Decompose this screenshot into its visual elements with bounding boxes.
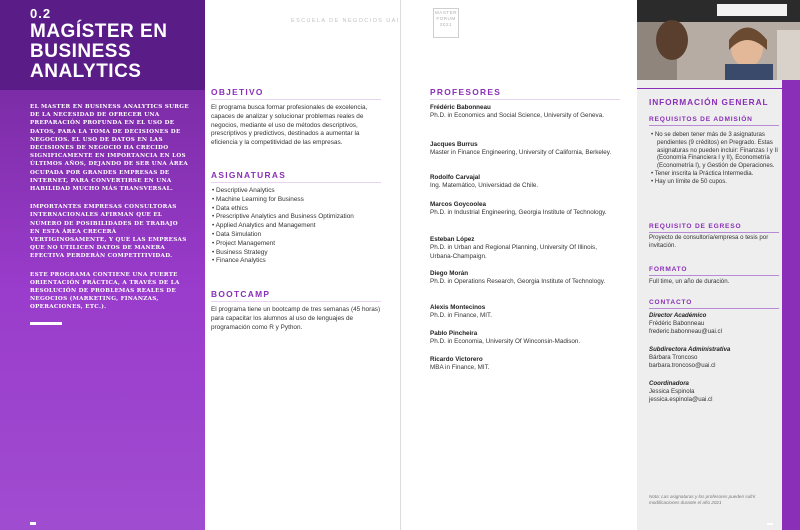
contact-email[interactable]: barbara.troncoso@uai.cl <box>649 361 716 369</box>
list-item: • Project Management <box>212 240 392 249</box>
contact-card <box>649 346 779 369</box>
list-item: • Machine Learning for Business <box>212 196 392 205</box>
list-item <box>430 270 615 287</box>
page-fold <box>400 0 401 530</box>
professor-name: Ricardo Victorero <box>430 356 483 363</box>
contact-role: Director Académico <box>649 312 707 319</box>
contact-name: Frédéric Babonneau <box>649 319 705 327</box>
list-item <box>430 356 615 373</box>
asignaturas-heading: ASIGNATURAS <box>211 170 287 180</box>
professor-degree: Ing. Matemático, Universidad de Chile. <box>430 182 539 190</box>
contact-name: Bárbara Troncoso <box>649 353 698 361</box>
objetivo-text: El programa busca formar profesionales de excelencia, capaces de analizar y solucionar problemas reales de negocios, mediante el uso de métodos descriptivos, prescriptivos y predictivos, destinados a aumentar la eficiencia y la competitividad de las empresas. <box>211 104 368 147</box>
bootcamp-rule <box>211 301 381 302</box>
requisitos-rule <box>649 125 779 126</box>
asignaturas-list <box>212 187 392 266</box>
professor-degree: Ph.D. in Economia, University Of Winconsin-Madison. <box>430 338 581 346</box>
contact-name: Jessica Espinola <box>649 387 695 395</box>
professor-degree: Ph.D. in Urban and Regional Planning, University Of Illinois, Urbana-Champaign. <box>430 244 597 260</box>
badge-line: 2021 <box>439 22 453 28</box>
list-item: • No se deben tener más de 3 asignaturas pendientes (9 créditos) en Pregrado. Estas asignaturas no pueden incluir: Finanzas I y II (Economía Financiera I y II), Econometría (Econometría I), y Gestión de Operaciones. <box>651 131 781 170</box>
egreso-heading: REQUISITO DE EGRESO <box>649 223 742 230</box>
list-item <box>430 304 615 321</box>
professor-name: Esteban López <box>430 236 475 243</box>
intro-text <box>30 103 190 325</box>
intro-paragraph-1: EL MASTER EN BUSINESS ANALYTICS SURGE DE LA NECESIDAD DE OFRECER UNA PREPARACIÓN PROFUNDA EN EL USO DE DATOS, PARA LA TOMA DE DECISIONES DE NEGOCIOS. EL USO DE DATOS EN LAS DECISIONES DE NEGOCIO HA CRECIDO SIGNIFICAMENTE EN IMPORTANCIA EN LOS ÚLTIMOS AÑOS, DEJANDO DE SER UNA ÁREA OCUPADA POR GRANDES EMPRESAS DE INTERNET, PARA CONVERTIRSE EN UNA HABILIDAD MUCHO MÁS TRANSVERSAL. <box>30 104 189 193</box>
list-item: • Data Simulation <box>212 231 392 240</box>
asignaturas-rule <box>211 182 381 183</box>
professor-name: Rodolfo Carvajal <box>430 174 481 181</box>
list-item: • Applied Analytics and Management <box>212 222 392 231</box>
intro-paragraph-2: IMPORTANTES EMPRESAS CONSULTORAS INTERNACIONALES AFIRMAN QUE EL NÚMERO DE POSIBILIDADES DE TRABAJO EN ESTA ÁREA CRECERÁ VERTIGINOSAMENTE, Y QUE LAS EMPRESAS QUE NO UTILICEN DATOS DE MANERA EFECTIVA PERDERÁN COMPETITIVIDAD. <box>30 204 187 260</box>
requisitos-list <box>651 131 781 186</box>
professor-degree: Master in Finance Engineering, University of California, Berkeley. <box>430 149 612 157</box>
list-item <box>430 201 615 218</box>
professor-degree: Ph.D. in Operations Research, Georgia Institute of Technology. <box>430 278 606 286</box>
list-item <box>430 236 615 261</box>
list-item: • Business Strategy <box>212 249 392 258</box>
formato-heading: FORMATO <box>649 266 688 273</box>
contact-role: Subdirectora Administrativa <box>649 346 731 353</box>
professor-name: Jacques Burrus <box>430 141 478 148</box>
list-item <box>430 330 615 347</box>
egreso-text: Proyecto de consultoría/empresa o tesis por invitación. <box>649 234 769 249</box>
list-item <box>430 104 615 121</box>
contacto-heading: CONTACTO <box>649 299 693 306</box>
professor-name: Diego Morán <box>430 270 469 277</box>
professor-name: Alexis Montecinos <box>430 304 486 311</box>
info-accent-bar <box>782 80 800 530</box>
list-item: • Descriptive Analytics <box>212 187 392 196</box>
list-item: • Hay un límite de 50 cupos. <box>651 178 781 186</box>
objetivo-heading: OBJETIVO <box>211 87 264 97</box>
students-photo <box>637 0 800 80</box>
formato-rule <box>649 275 779 276</box>
professor-name: Frédéric Babonneau <box>430 104 491 111</box>
list-item <box>430 174 615 191</box>
school-name: ESCUELA DE NEGOCIOS UAI <box>291 18 400 24</box>
bootcamp-heading: BOOTCAMP <box>211 289 271 299</box>
badge-line: FORUM <box>436 16 456 22</box>
list-item: • Finance Analytics <box>212 257 392 266</box>
contact-email[interactable]: frederic.babonneau@uai.cl <box>649 327 722 335</box>
info-top-border <box>637 88 782 89</box>
contact-card <box>649 312 779 335</box>
list-item <box>430 141 615 158</box>
photo-illustration <box>637 0 800 80</box>
page-title: MAGÍSTER EN BUSINESS ANALYTICS <box>30 21 168 82</box>
list-item: • Data ethics <box>212 205 392 214</box>
page-number: 0.2 <box>30 6 52 21</box>
requisitos-heading: REQUISITOS DE ADMISIÓN <box>649 116 753 123</box>
list-item: • Prescriptive Analytics and Business Optimization <box>212 213 392 222</box>
intro-paragraph-3: ESTE PROGRAMA CONTIENE UNA FUERTE ORIENTACIÓN PRÁCTICA, A TRAVÉS DE LA RESOLUCIÓN DE PROBLEMAS REALES DE NEGOCIOS (MARKETING, FINANZAS, OPERACIONES, ETC.). <box>30 271 180 311</box>
list-item: • Tener inscrita la Práctica Intermedia. <box>651 170 781 178</box>
footer-mark-right <box>767 523 773 525</box>
professor-name: Pablo Pincheira <box>430 330 478 337</box>
profesores-rule <box>430 99 620 100</box>
footer-mark <box>30 522 36 525</box>
info-heading: INFORMACIÓN GENERAL <box>649 97 769 107</box>
contact-card <box>649 380 779 403</box>
intro-rule <box>30 322 62 325</box>
professor-name: Marcos Goycoolea <box>430 201 486 208</box>
footnote: Nota: Las asignaturas y los profesores pueden sufrir modificaciones durante el año 2021 <box>649 494 756 505</box>
objetivo-rule <box>211 99 381 100</box>
contact-email[interactable]: jessica.espinola@uai.cl <box>649 395 713 403</box>
professor-degree: MBA in Finance, MIT. <box>430 364 490 372</box>
contacto-rule <box>649 308 779 309</box>
master-forum-badge <box>433 8 459 38</box>
contact-role: Coordinadora <box>649 380 689 387</box>
profesores-heading: PROFESORES <box>430 87 502 97</box>
egreso-rule <box>649 232 779 233</box>
professor-degree: Ph.D. in Economics and Social Science, University of Geneva. <box>430 112 604 120</box>
badge-line: MASTER <box>434 10 458 15</box>
professor-degree: Ph.D. in Industrial Engineering, Georgia Institute of Technology. <box>430 209 607 217</box>
formato-text: Full time, un año de duración. <box>649 278 730 285</box>
bootcamp-text: El programa tiene un bootcamp de tres semanas (45 horas) para capacitar los alumnos al uso de lenguajes de programación como R y Python. <box>211 306 381 331</box>
professor-degree: Ph.D. in Finance, MIT. <box>430 312 492 320</box>
